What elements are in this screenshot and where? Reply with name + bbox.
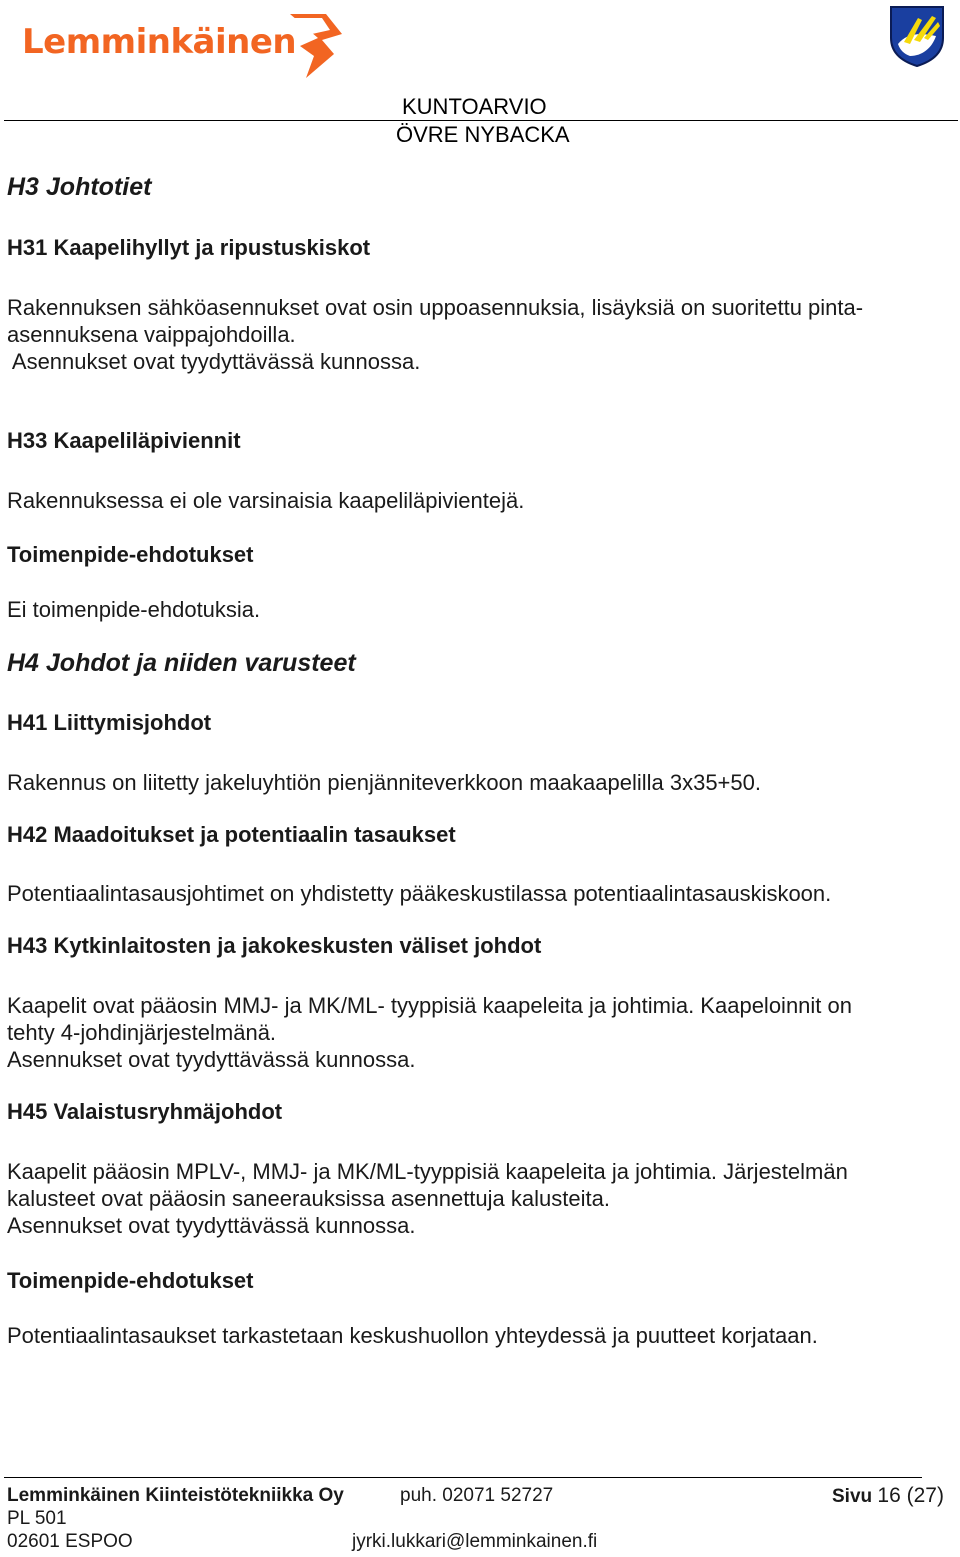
footer-page-label: Sivu — [832, 1486, 873, 1507]
paragraph-h33: Rakennuksessa ei ole varsinaisia kaapeliläpivientejä. — [7, 488, 525, 513]
footer-page-number: 16 (27) — [877, 1484, 944, 1507]
paragraph-h31-line2: asennuksena vaippajohdoilla. — [7, 322, 296, 347]
footer-phone: puh. 02071 52727 — [400, 1485, 554, 1506]
subsection-heading-h43: H43 Kytkinlaitosten ja jakokeskusten väliset johdot — [7, 933, 542, 958]
actions-heading-1: Toimenpide-ehdotukset — [7, 542, 254, 567]
paragraph-h31-line3: Asennukset ovat tyydyttävässä kunnossa. — [7, 349, 421, 374]
document-subtitle: ÖVRE NYBACKA — [396, 122, 570, 147]
paragraph-h45-line2: kalusteet ovat pääosin saneerauksissa asennettuja kalusteita. — [7, 1186, 610, 1211]
paragraph-h43-line3: Asennukset ovat tyydyttävässä kunnossa. — [7, 1047, 416, 1072]
municipal-crest-icon — [888, 4, 946, 68]
actions-text-1: Ei toimenpide-ehdotuksia. — [7, 597, 261, 622]
company-logo-text: Lemminkäinen — [22, 22, 297, 62]
footer-po-box: PL 501 — [7, 1508, 67, 1529]
section-heading-h4: H4 Johdot ja niiden varusteet — [7, 649, 356, 677]
paragraph-h43-line1: Kaapelit ovat pääosin MMJ- ja MK/ML- tyyppisiä kaapeleita ja johtimia. Kaapeloinnit on — [7, 993, 852, 1018]
subsection-heading-h41: H41 Liittymisjohdot — [7, 710, 212, 735]
company-logo-swoosh-icon — [286, 10, 348, 84]
actions-text-2: Potentiaalintasaukset tarkastetaan keskushuollon yhteydessä ja puutteet korjataan. — [7, 1323, 818, 1348]
paragraph-h43-line2: tehty 4-johdinjärjestelmänä. — [7, 1020, 277, 1045]
subsection-heading-h31: H31 Kaapelihyllyt ja ripustuskiskot — [7, 235, 371, 260]
footer-email-link[interactable]: jyrki.lukkari@lemminkainen.fi — [352, 1531, 598, 1552]
footer-company-name: Lemminkäinen Kiinteistötekniikka Oy — [7, 1485, 344, 1506]
footer-page-indicator — [832, 1484, 944, 1508]
paragraph-h42: Potentiaalintasausjohtimet on yhdistetty pääkeskustilassa potentiaalintasauskiskoon. — [7, 881, 832, 906]
paragraph-h41: Rakennus on liitetty jakeluyhtiön pienjänniteverkkoon maakaapelilla 3x35+50. — [7, 770, 761, 795]
subsection-heading-h33: H33 Kaapeliläpiviennit — [7, 428, 241, 453]
header-divider — [4, 120, 958, 121]
paragraph-h31-line1: Rakennuksen sähköasennukset ovat osin uppoasennuksia, lisäyksiä on suoritettu pinta- — [7, 295, 864, 320]
document-title: KUNTOARVIO — [402, 94, 547, 119]
paragraph-h45-line3: Asennukset ovat tyydyttävässä kunnossa. — [7, 1213, 416, 1238]
section-heading-h3: H3 Johtotiet — [7, 173, 152, 201]
subsection-heading-h45: H45 Valaistusryhmäjohdot — [7, 1099, 283, 1124]
subsection-heading-h42: H42 Maadoitukset ja potentiaalin tasaukset — [7, 822, 456, 847]
footer-postal-address: 02601 ESPOO — [7, 1531, 133, 1552]
footer-divider — [4, 1477, 922, 1478]
actions-heading-2: Toimenpide-ehdotukset — [7, 1268, 254, 1293]
paragraph-h45-line1: Kaapelit pääosin MPLV-, MMJ- ja MK/ML-tyyppisiä kaapeleita ja johtimia. Järjestelmän — [7, 1159, 848, 1184]
